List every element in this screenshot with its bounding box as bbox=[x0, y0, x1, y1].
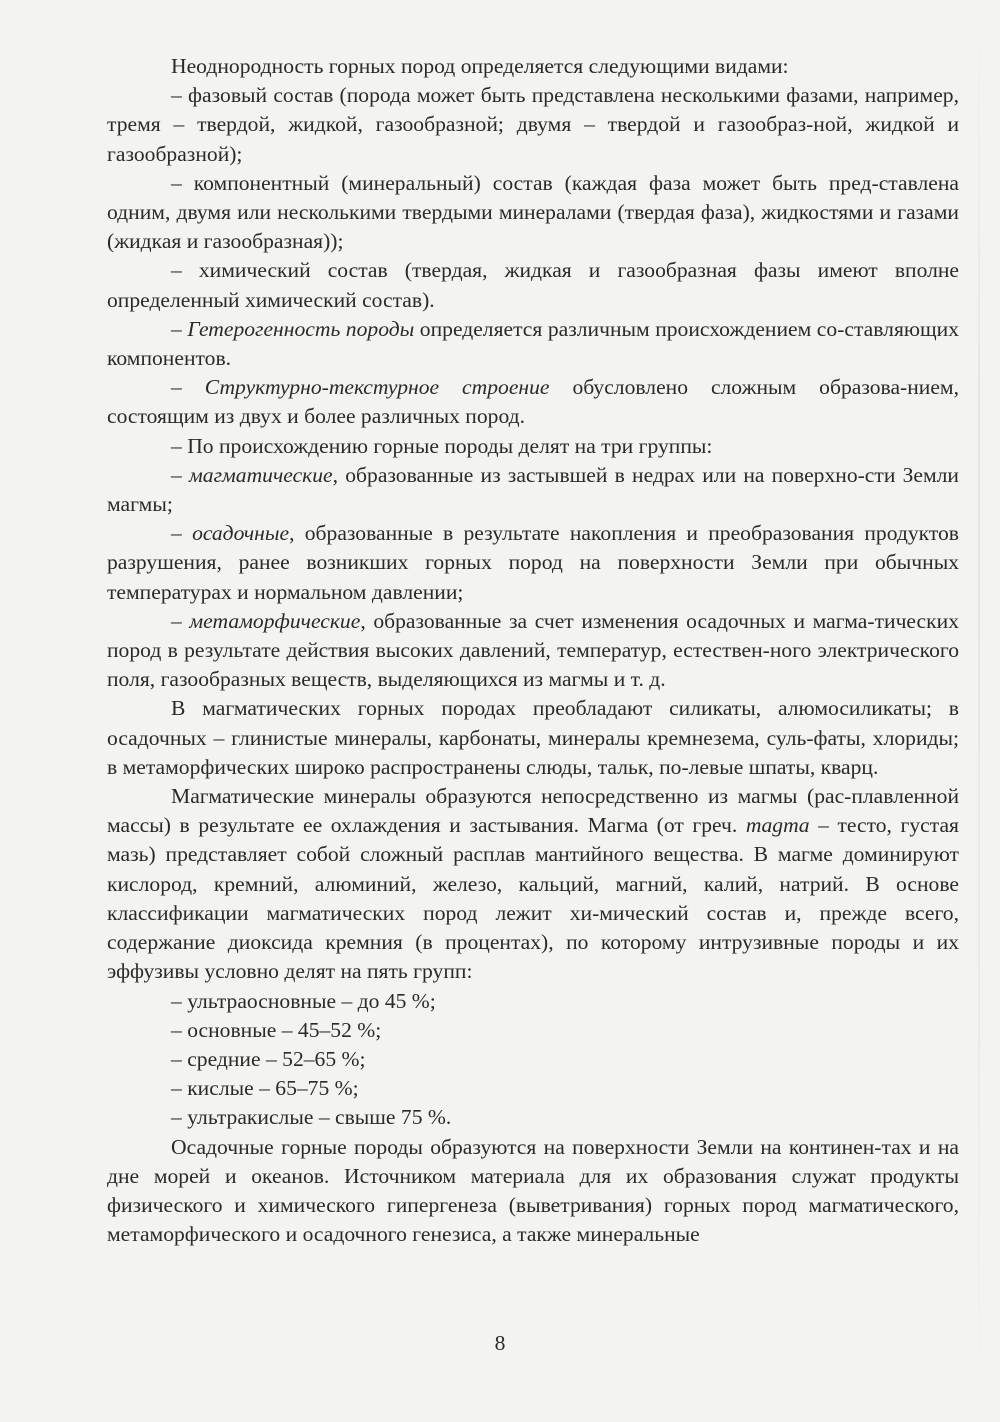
text-run: – bbox=[171, 316, 188, 341]
italic-term: метаморфические bbox=[189, 608, 361, 633]
paragraph bbox=[107, 519, 959, 607]
text-run: – фазовый состав (порода может быть представлена несколькими фазами, например, тремя – твердой, жидкой, газообразной; двумя – твердой и газообраз-ной, жидкой и газообразной); bbox=[107, 83, 959, 166]
text-run: , образованные из застывшей в недрах или на поверхно-сти Земли магмы; bbox=[107, 462, 959, 517]
italic-term: Структурно-текстурное строение bbox=[204, 375, 550, 400]
italic-term: magma bbox=[745, 813, 810, 838]
italic-term: магматические bbox=[189, 462, 333, 487]
text-run: – компонентный (минеральный) состав (каждая фаза может быть пред-ставлена одним, двумя или несколькими твердыми минералами (твердая фаза), жидкостями и газами (жидкая и газообразная)); bbox=[107, 170, 959, 254]
text-run: обусловлено сложным образова-нием, состоящим из двух и более различных пород. bbox=[107, 375, 959, 429]
document-body bbox=[107, 52, 959, 1249]
text-run: – кислые – 65–75 %; bbox=[171, 1076, 359, 1101]
text-run: – bbox=[171, 608, 190, 633]
text-run: – bbox=[171, 462, 189, 487]
paragraph bbox=[107, 81, 959, 169]
text-run: , образованные за счет изменения осадочных и магма-тических пород в результате действия высоких давлений, температур, естествен-ного электрического поля, газообразных веществ, выделяющихся из магмы и т. д. bbox=[107, 608, 959, 692]
scan-edge-shadow bbox=[978, 0, 980, 1422]
text-run: – тесто, густая мазь) представляет собой сложный расплав мантийного вещества. В магме доминируют кислород, кремний, алюминий, железо, кальций, магний, калий, натрий. В основе классификации магматических пород лежит хи-мический состав и, прежде всего, содержание диоксида кремния (в процентах), по которому интрузивные породы и их эффузивы условно делят на пять групп: bbox=[107, 813, 959, 984]
text-run: – ультракислые – свыше 75 %. bbox=[171, 1105, 452, 1130]
list-item bbox=[107, 987, 959, 1016]
list-item bbox=[107, 1074, 959, 1103]
list-item bbox=[107, 1016, 959, 1045]
paragraph bbox=[107, 1133, 959, 1250]
text-run: – По происхождению горные породы делят на три группы: bbox=[171, 433, 713, 458]
text-run: – ультраосновные – до 45 %; bbox=[171, 988, 436, 1013]
list-item bbox=[107, 1045, 959, 1074]
text-run: определяется различным происхождением со-ставляющих компонентов. bbox=[107, 316, 959, 371]
text-run: , образованные в результате накопления и преобразования продуктов разрушения, ранее возникших горных пород на поверхности Земли при обычных температурах и нормальном давлении; bbox=[107, 521, 959, 604]
paragraph bbox=[107, 315, 959, 373]
paragraph bbox=[107, 782, 959, 986]
text-run: – химический состав (твердая, жидкая и газообразная фазы имеют вполне определенный химический состав). bbox=[107, 258, 959, 312]
text-run: В магматических горных породах преобладают силикаты, алюмосиликаты; в осадочных – глинистые минералы, карбонаты, минералы кремнезема, суль-фаты, хлориды; в метаморфических широко распространены слюды, тальк, по-левые шпаты, кварц. bbox=[107, 696, 959, 779]
paragraph bbox=[107, 52, 959, 81]
paragraph bbox=[107, 694, 959, 782]
text-run: – bbox=[171, 521, 193, 546]
text-run: – bbox=[171, 375, 205, 400]
text-run: – основные – 45–52 %; bbox=[171, 1017, 382, 1042]
text-run: Осадочные горные породы образуются на поверхности Земли на континен-тах и на дне морей и океанов. Источником материала для их образования служат продукты физического и химического гипергенеза (выветривания) горных пород магматического, метаморфического и осадочного генезиса, а также минеральные bbox=[107, 1134, 959, 1247]
paragraph bbox=[107, 432, 959, 461]
paragraph bbox=[107, 373, 959, 431]
text-run: – средние – 52–65 %; bbox=[171, 1046, 366, 1071]
paragraph bbox=[107, 256, 959, 314]
text-run: Неоднородность горных пород определяется следующими видами: bbox=[171, 54, 789, 78]
italic-term: осадочные bbox=[192, 521, 290, 546]
list-item bbox=[107, 1103, 959, 1132]
italic-term: Гетерогенность породы bbox=[187, 316, 415, 341]
page-number: 8 bbox=[494, 1331, 506, 1355]
paragraph bbox=[107, 169, 959, 257]
paragraph bbox=[107, 607, 959, 695]
paragraph bbox=[107, 461, 959, 519]
text-run: Магматические минералы образуются непосредственно из магмы (рас-плавленной массы) в результате ее охлаждения и застывания. Магма (от греч. bbox=[107, 784, 959, 838]
